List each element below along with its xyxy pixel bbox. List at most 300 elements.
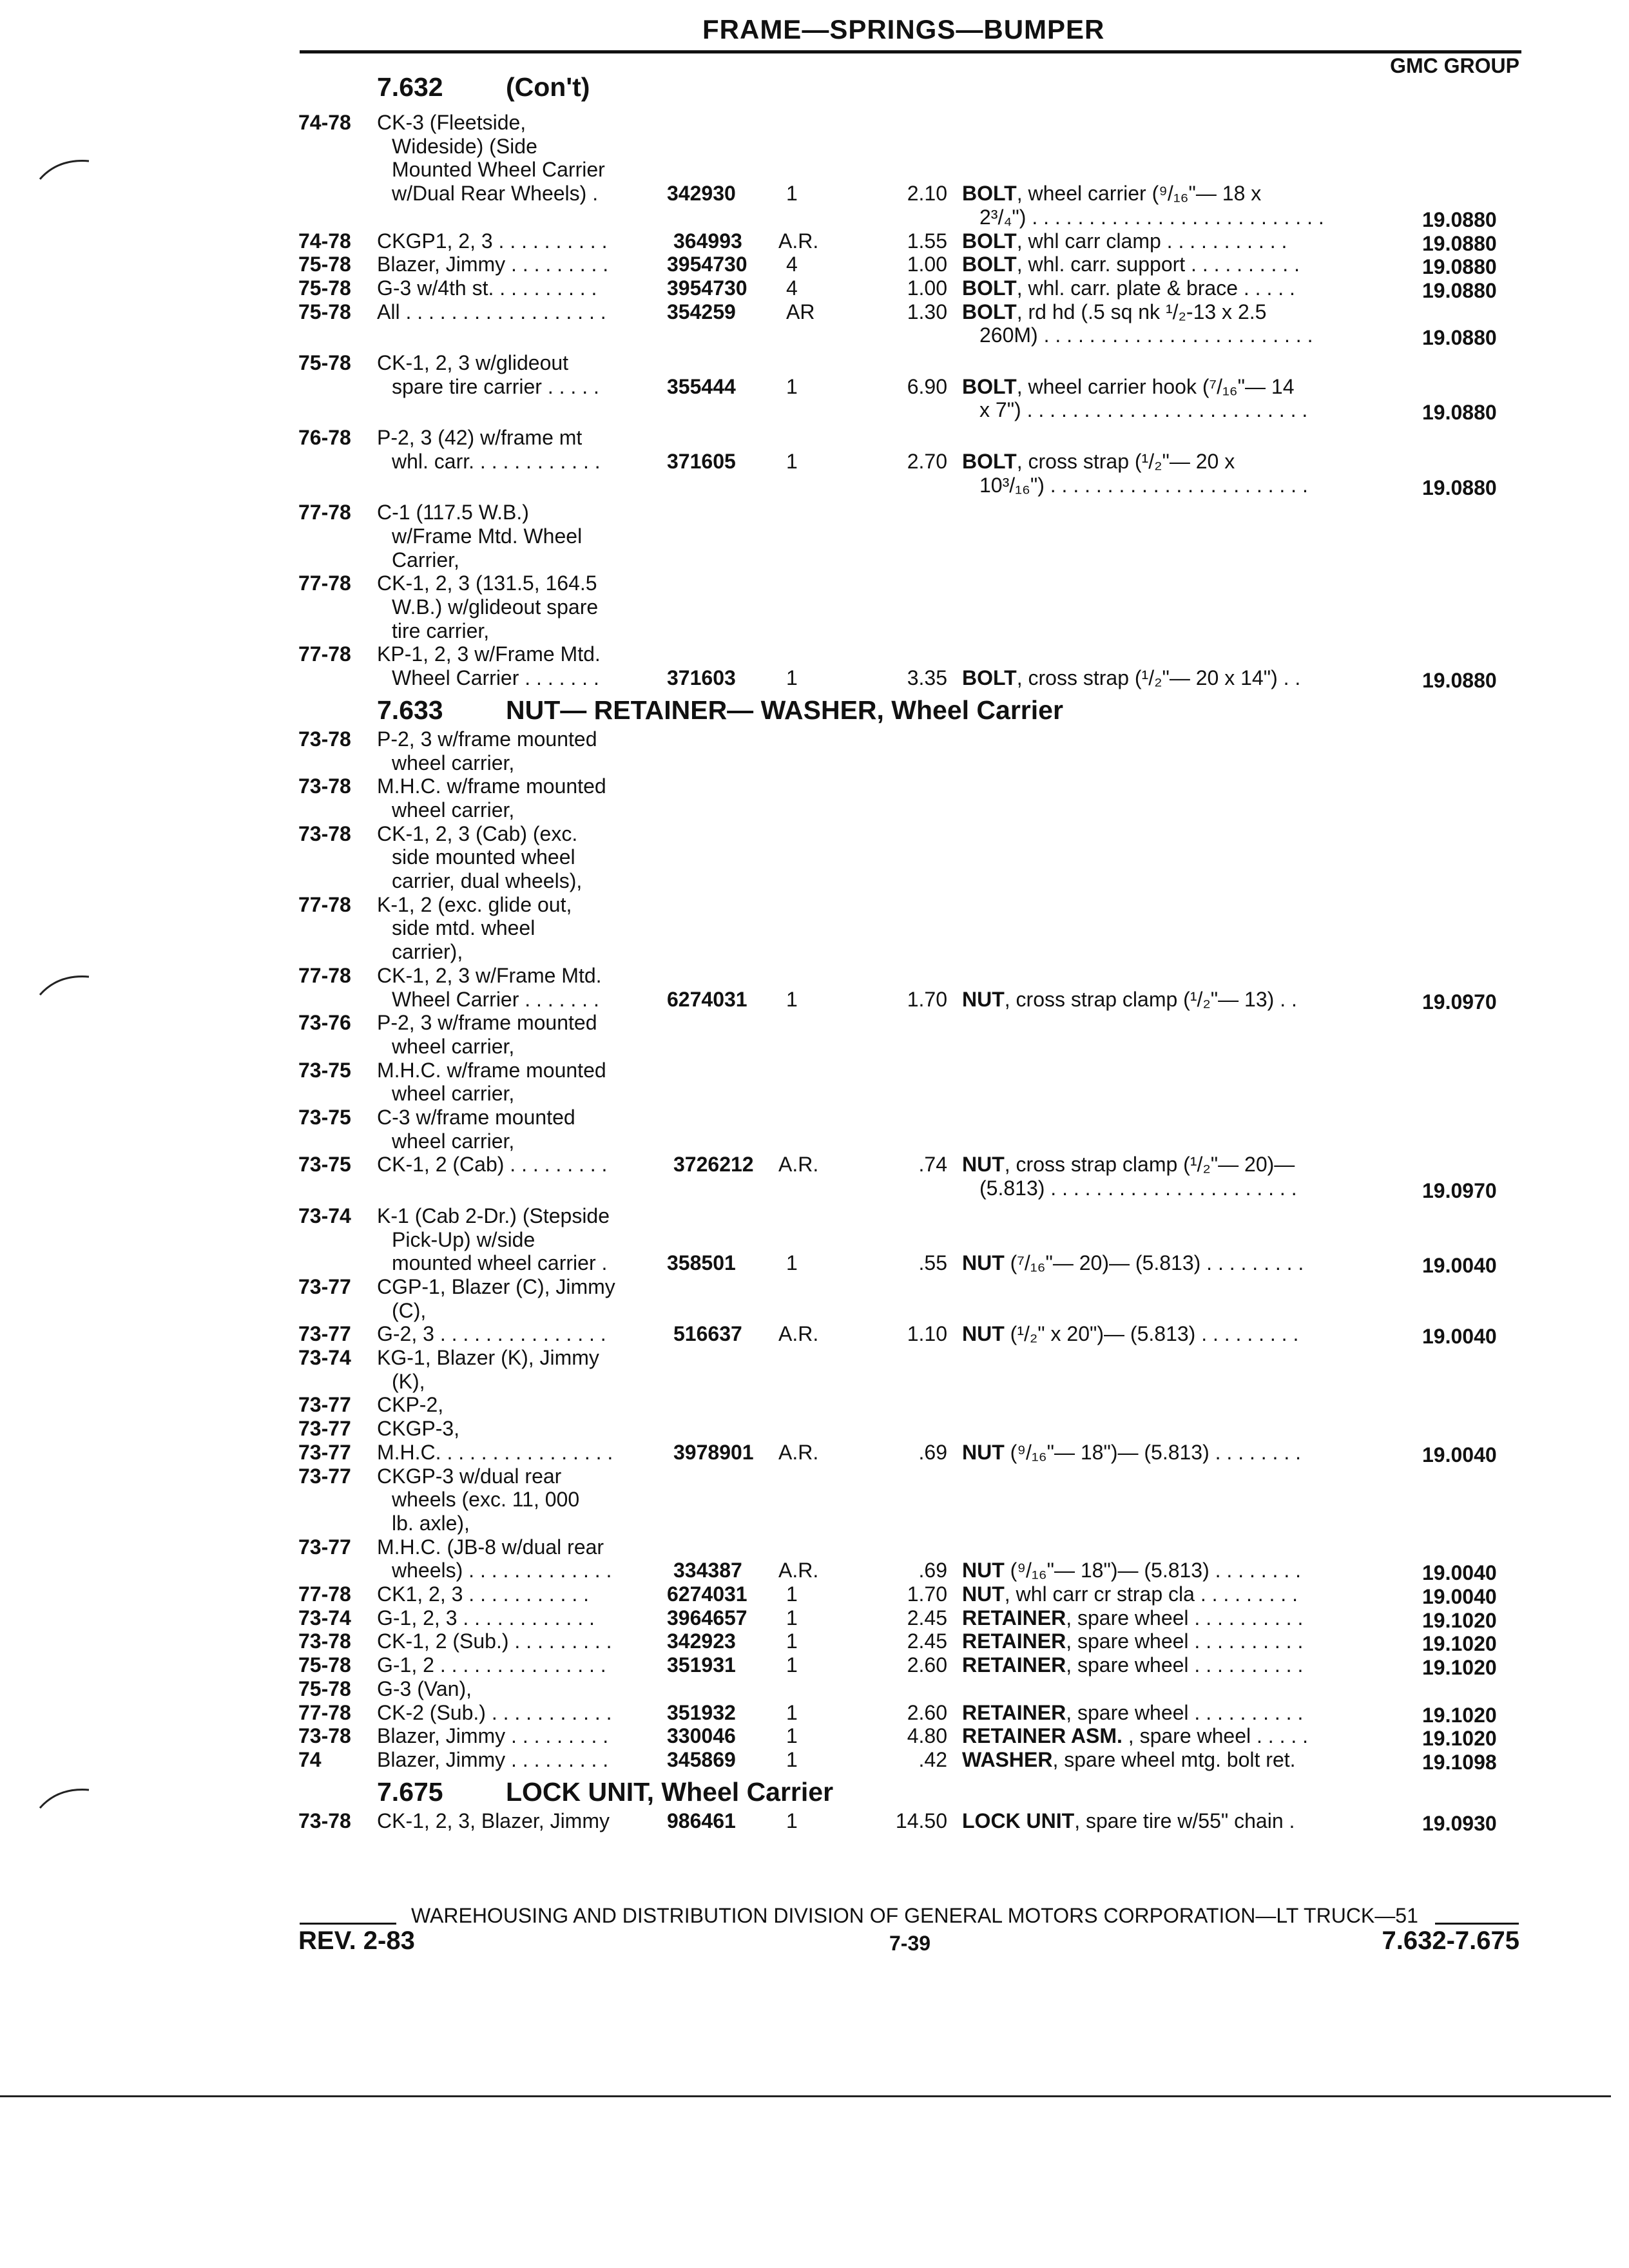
parts-line (0, 158, 1629, 181)
parts-line (0, 1417, 1629, 1440)
model-application: CKGP1, 2, 3 . . . . . . . . . . (377, 229, 608, 253)
model-years: 73-78 (298, 1724, 351, 1748)
part-description (962, 1559, 1301, 1582)
model-application: CKGP-3, (377, 1417, 460, 1441)
punch-hole-mark (39, 156, 90, 182)
model-application: CK-1, 2, 3 w/glideout (377, 351, 569, 374)
model-application: CK-1, 2, 3, Blazer, Jimmy (377, 1809, 610, 1832)
price: 2.45 (907, 1606, 947, 1629)
model-years: 75-78 (298, 253, 351, 276)
model-years: 76-78 (298, 426, 351, 450)
part-number: 355444 (667, 374, 736, 398)
part-description (962, 1629, 1303, 1653)
parts-line (0, 940, 1629, 963)
parts-line (0, 1082, 1629, 1105)
model-application: Blazer, Jimmy . . . . . . . . . (377, 253, 609, 276)
quantity: 1 (786, 449, 798, 473)
model-application: G-1, 2 . . . . . . . . . . . . . . . (377, 1653, 606, 1677)
part-description (962, 666, 1300, 689)
part-number: 516637 (673, 1322, 742, 1346)
group-number: 19.1020 (1422, 1656, 1497, 1680)
parts-line (0, 595, 1629, 619)
group-number: 19.0880 (1422, 476, 1497, 499)
model-application: Wideside) (Side (392, 134, 537, 158)
part-number: 3964657 (667, 1606, 747, 1629)
parts-line (0, 323, 1629, 350)
quantity: A.R. (778, 1440, 819, 1464)
price: .55 (918, 1251, 947, 1275)
parts-line (0, 1809, 1629, 1835)
part-name: BOLT (962, 276, 1017, 300)
part-number: 6274031 (667, 987, 747, 1011)
model-years: 77-78 (298, 572, 351, 595)
price: .42 (918, 1747, 947, 1771)
group-number: 19.0040 (1422, 1443, 1497, 1466)
model-application: mounted wheel carrier . (392, 1251, 608, 1275)
parts-line (0, 229, 1629, 253)
parts-line (0, 751, 1629, 774)
parts-line (0, 1228, 1629, 1251)
model-years: 75-78 (298, 351, 351, 374)
parts-line (0, 1370, 1629, 1393)
model-application: CK-1, 2, 3 w/Frame Mtd. (377, 963, 602, 987)
footer-division: WAREHOUSING AND DISTRIBUTION DIVISION OF GENERAL MOTORS CORPORATION—LT TRUCK—51 (411, 1904, 1418, 1927)
model-years: 73-74 (298, 1346, 351, 1369)
group-number: 19.0880 (1422, 207, 1497, 231)
part-name: NUT (962, 1559, 1005, 1582)
model-application: CGP-1, Blazer (C), Jimmy (377, 1274, 615, 1298)
parts-line (0, 619, 1629, 642)
part-name: BOLT (962, 229, 1017, 253)
price: 2.45 (907, 1629, 947, 1653)
part-spec: (⁹/₁₆"— 18")— (5.813) . . . . . . . . (1004, 1440, 1301, 1464)
part-spec: , rd hd (.5 sq nk ¹/₂-13 x 2.5 (1016, 300, 1267, 323)
part-name: NUT (962, 1440, 1005, 1464)
model-years: 73-77 (298, 1274, 351, 1298)
parts-line (0, 1629, 1629, 1656)
punch-hole-mark (39, 972, 90, 997)
part-description (962, 1606, 1303, 1629)
part-name: BOLT (962, 253, 1017, 276)
quantity: 1 (786, 1724, 798, 1748)
quantity: 1 (786, 1629, 798, 1653)
parts-line (0, 1465, 1629, 1488)
model-years: 74-78 (298, 229, 351, 253)
parts-line (0, 1299, 1629, 1322)
parts-line (0, 1251, 1629, 1278)
parts-line (0, 1393, 1629, 1416)
model-years: 73-75 (298, 1106, 351, 1129)
parts-line (0, 206, 1629, 229)
part-spec: , cross strap clamp (¹/₂"— 20)— (1004, 1153, 1295, 1177)
model-application: Blazer, Jimmy . . . . . . . . . (377, 1747, 609, 1771)
parts-line (0, 1011, 1629, 1034)
parts-line (0, 1724, 1629, 1751)
model-application: wheels) . . . . . . . . . . . . . (392, 1559, 612, 1582)
model-application: carrier), (392, 940, 463, 964)
price: 1.70 (907, 987, 947, 1011)
model-years: 75-78 (298, 1677, 351, 1700)
parts-line (0, 1129, 1629, 1153)
price: 4.80 (907, 1724, 947, 1748)
part-name: WASHER (962, 1747, 1053, 1771)
model-years: 73-75 (298, 1153, 351, 1177)
parts-line (0, 1535, 1629, 1559)
part-number: 3726212 (673, 1153, 754, 1177)
model-application: CK-1, 2, 3 (Cab) (exc. (377, 822, 578, 845)
model-years: 77-78 (298, 501, 351, 524)
model-application: wheel carrier, (392, 751, 515, 774)
part-spec: (¹/₂" x 20")— (5.813) . . . . . . . . . (1004, 1322, 1299, 1346)
group-number: 19.0880 (1422, 278, 1497, 302)
model-years: 75-78 (298, 300, 351, 323)
part-number: 3954730 (667, 253, 747, 276)
part-name: BOLT (962, 182, 1017, 206)
quantity: 1 (786, 182, 798, 206)
price: 2.70 (907, 449, 947, 473)
parts-line (0, 1700, 1629, 1727)
model-application: carrier, dual wheels), (392, 869, 583, 892)
parts-line (0, 642, 1629, 666)
part-number: 351932 (667, 1700, 736, 1724)
model-years: 73-77 (298, 1393, 351, 1417)
part-number: 371605 (667, 449, 736, 473)
model-application: CK1, 2, 3 . . . . . . . . . . . (377, 1582, 589, 1606)
model-application: G-1, 2, 3 . . . . . . . . . . . . (377, 1606, 595, 1629)
part-number: 986461 (667, 1809, 736, 1832)
quantity: 1 (786, 1653, 798, 1677)
quantity: 4 (786, 253, 798, 276)
model-years: 73-77 (298, 1464, 351, 1488)
model-application: G-2, 3 . . . . . . . . . . . . . . . (377, 1322, 606, 1346)
quantity: 4 (786, 276, 798, 300)
group-number: 19.0880 (1422, 326, 1497, 350)
model-application: C-1 (117.5 W.B.) (377, 501, 529, 524)
model-application: CK-2 (Sub.) . . . . . . . . . . . (377, 1700, 612, 1724)
part-name: RETAINER (962, 1606, 1066, 1629)
model-application: CK-1, 2 (Cab) . . . . . . . . . (377, 1153, 608, 1177)
group-number: 19.0970 (1422, 990, 1497, 1014)
part-name: RETAINER ASM. (962, 1724, 1123, 1748)
part-spec: , spare tire w/55" chain . (1074, 1809, 1295, 1832)
model-years: 73-74 (298, 1606, 351, 1629)
parts-line (0, 1204, 1629, 1227)
model-application: tire carrier, (392, 619, 490, 642)
price: 3.35 (907, 666, 947, 690)
parts-line (0, 964, 1629, 987)
part-description (962, 182, 1261, 205)
group-number: 19.0040 (1422, 1585, 1497, 1608)
model-application: C-3 w/frame mounted (377, 1106, 575, 1129)
parts-line (0, 845, 1629, 869)
model-years: 73-77 (298, 1322, 351, 1346)
part-description-cont: x 7") . . . . . . . . . . . . . . . . . . . . . . . . . (979, 398, 1308, 422)
price: .69 (918, 1440, 947, 1464)
model-years: 73-76 (298, 1011, 351, 1035)
part-number: 342930 (667, 182, 736, 206)
parts-line (0, 548, 1629, 572)
quantity: 1 (786, 666, 798, 690)
parts-line (0, 1153, 1629, 1176)
part-number: 330046 (667, 1724, 736, 1748)
part-spec: , whl. carr. support . . . . . . . . . . (1016, 253, 1300, 276)
section-title: (Con't) (506, 72, 590, 102)
model-application: side mtd. wheel (392, 916, 535, 940)
parts-line (0, 135, 1629, 158)
part-description (962, 1322, 1298, 1345)
model-years: 73-78 (298, 1629, 351, 1653)
model-application: M.H.C. w/frame mounted (377, 774, 606, 798)
model-years: 77-78 (298, 1582, 351, 1606)
parts-line (0, 1275, 1629, 1298)
parts-line (0, 1177, 1629, 1203)
parts-line (0, 501, 1629, 524)
model-application: G-3 (Van), (377, 1677, 472, 1700)
model-years: 73-77 (298, 1440, 351, 1464)
model-application: K-1 (Cab 2-Dr.) (Stepside (377, 1204, 610, 1227)
quantity: 1 (786, 374, 798, 398)
parts-line (0, 426, 1629, 449)
parts-line (0, 398, 1629, 425)
parts-line (0, 1035, 1629, 1058)
model-application: Mounted Wheel Carrier (392, 158, 605, 182)
quantity: A.R. (778, 229, 819, 253)
price: 1.00 (907, 276, 947, 300)
part-description (962, 1724, 1308, 1747)
model-application: (K), (392, 1369, 425, 1393)
group-number: 19.1020 (1422, 1703, 1497, 1727)
parts-line (0, 1441, 1629, 1464)
model-application: M.H.C. (JB-8 w/dual rear (377, 1535, 604, 1559)
group-number: 19.1020 (1422, 1632, 1497, 1656)
part-description (962, 1653, 1303, 1677)
model-application: wheel carrier, (392, 798, 515, 822)
section-range: 7.632-7.675 (1382, 1927, 1519, 1955)
revision-label: REV. 2-83 (298, 1927, 415, 1955)
price: 1.10 (907, 1322, 947, 1346)
parts-line (0, 375, 1629, 398)
part-spec: , cross strap clamp (¹/₂"— 13) . . (1004, 987, 1297, 1011)
model-application: wheel carrier, (392, 1082, 515, 1106)
quantity: 1 (786, 1582, 798, 1606)
price: 1.55 (907, 229, 947, 253)
parts-line (0, 1322, 1629, 1349)
group-number: 19.0880 (1422, 231, 1497, 255)
parts-line (0, 1059, 1629, 1082)
parts-line (0, 774, 1629, 798)
model-years: 77-78 (298, 892, 351, 916)
part-name: NUT (962, 1251, 1005, 1275)
parts-line (0, 822, 1629, 845)
part-description (962, 1441, 1301, 1464)
section-heading (377, 1777, 833, 1807)
part-number: 342923 (667, 1629, 736, 1653)
part-number: 334387 (673, 1559, 742, 1582)
model-application: Pick-Up) w/side (392, 1227, 535, 1251)
model-years: 75-78 (298, 276, 351, 300)
model-application: K-1, 2 (exc. glide out, (377, 892, 572, 916)
parts-line (0, 474, 1629, 497)
part-spec: , spare wheel mtg. bolt ret. (1052, 1747, 1296, 1771)
model-application: Wheel Carrier . . . . . . . (392, 666, 599, 690)
model-application: (C), (392, 1298, 427, 1322)
model-application: P-2, 3 (42) w/frame mt (377, 426, 583, 450)
part-name: BOLT (962, 449, 1017, 473)
part-name: RETAINER (962, 1700, 1066, 1724)
quantity: 1 (786, 1747, 798, 1771)
part-name: RETAINER (962, 1629, 1066, 1653)
parts-line (0, 351, 1629, 374)
group-number: 19.1020 (1422, 1727, 1497, 1751)
punch-hole-mark (39, 1785, 90, 1811)
model-years: 77-78 (298, 963, 351, 987)
price: 2.60 (907, 1700, 947, 1724)
model-application: All . . . . . . . . . . . . . . . . . . (377, 300, 606, 323)
parts-line (0, 1606, 1629, 1632)
model-application: CKP-2, (377, 1393, 444, 1417)
part-description (962, 276, 1295, 300)
group-number: 19.1020 (1422, 1608, 1497, 1632)
parts-line (0, 111, 1629, 134)
parts-line (0, 727, 1629, 751)
price: .69 (918, 1559, 947, 1582)
section-number: 7.632 (377, 72, 443, 102)
part-spec: , spare wheel . . . . . . . . . . (1066, 1629, 1304, 1653)
price: .74 (918, 1153, 947, 1177)
part-name: NUT (962, 1322, 1005, 1346)
header-rule (300, 50, 1521, 53)
part-number: 3954730 (667, 276, 747, 300)
model-application: CK-1, 2, 3 (131.5, 164.5 (377, 572, 597, 595)
part-spec: , cross strap (¹/₂"— 20 x 14") . . (1016, 666, 1301, 690)
model-application: M.H.C. . . . . . . . . . . . . . . . (377, 1440, 613, 1464)
part-number: 345869 (667, 1747, 736, 1771)
model-years: 73-78 (298, 822, 351, 845)
parts-line (0, 1512, 1629, 1535)
footer-rule-left (300, 1923, 396, 1925)
section-number: 7.675 (377, 1776, 443, 1807)
group-number: 19.0880 (1422, 669, 1497, 693)
parts-line (0, 276, 1629, 300)
group-number: 19.0930 (1422, 1811, 1497, 1835)
group-number: 19.0970 (1422, 1179, 1497, 1203)
parts-line (0, 869, 1629, 892)
price: 14.50 (895, 1809, 947, 1832)
page-number: 7-39 (889, 1932, 931, 1955)
price: 1.00 (907, 253, 947, 276)
part-spec: , spare wheel . . . . . . . . . . (1066, 1606, 1304, 1629)
part-name: RETAINER (962, 1653, 1066, 1677)
model-application: W.B.) w/glideout spare (392, 595, 599, 619)
parts-line (0, 987, 1629, 1014)
group-number: 19.1098 (1422, 1750, 1497, 1774)
model-years: 77-78 (298, 642, 351, 666)
part-description (962, 1809, 1295, 1832)
model-application: side mounted wheel (392, 845, 575, 869)
model-application: wheel carrier, (392, 1129, 515, 1153)
part-number: 3978901 (673, 1440, 754, 1464)
part-spec: , whl carr clamp . . . . . . . . . . . (1016, 229, 1287, 253)
model-years: 73-78 (298, 774, 351, 798)
quantity: 1 (786, 1251, 798, 1275)
quantity: 1 (786, 1606, 798, 1629)
model-application: wheels (exc. 11, 000 (392, 1488, 580, 1512)
group-number: 19.0040 (1422, 1325, 1497, 1349)
group-number: 19.0880 (1422, 255, 1497, 279)
part-description (962, 1251, 1304, 1274)
part-name: NUT (962, 1582, 1005, 1606)
model-years: 73-77 (298, 1417, 351, 1441)
part-number: 371603 (667, 666, 736, 690)
price: 2.60 (907, 1653, 947, 1677)
model-years: 77-78 (298, 1700, 351, 1724)
quantity: A.R. (778, 1153, 819, 1177)
part-name: NUT (962, 987, 1005, 1011)
group-number: 19.0040 (1422, 1561, 1497, 1585)
footer-rule-right (1435, 1923, 1519, 1925)
parts-line (0, 666, 1629, 693)
model-application: w/Dual Rear Wheels) . (392, 182, 599, 206)
model-application: spare tire carrier . . . . . (392, 374, 599, 398)
parts-line (0, 572, 1629, 595)
model-application: Wheel Carrier . . . . . . . (392, 987, 599, 1011)
quantity: 1 (786, 1700, 798, 1724)
part-spec: , wheel carrier (⁹/₁₆"— 18 x (1016, 182, 1262, 206)
part-number: 364993 (673, 229, 742, 253)
part-spec: , wheel carrier hook (⁷/₁₆"— 14 (1016, 374, 1295, 398)
parts-line (0, 450, 1629, 473)
price: 1.30 (907, 300, 947, 323)
parts-line (0, 300, 1629, 323)
parts-line (0, 893, 1629, 916)
model-application: P-2, 3 w/frame mounted (377, 727, 597, 751)
parts-line (0, 1653, 1629, 1680)
part-spec: (⁷/₁₆"— 20)— (5.813) . . . . . . . . . (1004, 1251, 1304, 1275)
part-spec: , spare wheel . . . . . (1122, 1724, 1309, 1748)
parts-line (0, 1346, 1629, 1369)
quantity: 1 (786, 987, 798, 1011)
part-description (962, 375, 1295, 398)
model-application: lb. axle), (392, 1511, 470, 1535)
group-number: 19.0880 (1422, 401, 1497, 425)
quantity: A.R. (778, 1322, 819, 1346)
section-heading (377, 72, 590, 102)
parts-line (0, 1582, 1629, 1606)
model-application: CK-1, 2 (Sub.) . . . . . . . . . (377, 1629, 612, 1653)
model-years: 74-78 (298, 111, 351, 134)
part-description (962, 253, 1300, 276)
part-description-cont: 260M) . . . . . . . . . . . . . . . . . . . . . . . . (979, 323, 1313, 347)
price: 1.70 (907, 1582, 947, 1606)
page-title: FRAME—SPRINGS—BUMPER (702, 14, 1105, 44)
part-description (962, 229, 1287, 253)
model-years: 74 (298, 1747, 322, 1771)
model-years: 75-78 (298, 1653, 351, 1677)
part-name: LOCK UNIT (962, 1809, 1075, 1832)
model-years: 73-74 (298, 1204, 351, 1227)
part-description (962, 1153, 1295, 1176)
quantity: 1 (786, 1809, 798, 1832)
parts-line (0, 1677, 1629, 1700)
part-description (962, 300, 1266, 323)
part-description-cont: 10³/₁₆") . . . . . . . . . . . . . . . . . . . . . . . (979, 473, 1308, 497)
part-number: 358501 (667, 1251, 736, 1275)
parts-line (0, 1559, 1629, 1585)
part-description (962, 988, 1297, 1011)
group-number: 19.0040 (1422, 1254, 1497, 1278)
parts-line (0, 524, 1629, 548)
group-label: GMC GROUP (1390, 54, 1519, 77)
